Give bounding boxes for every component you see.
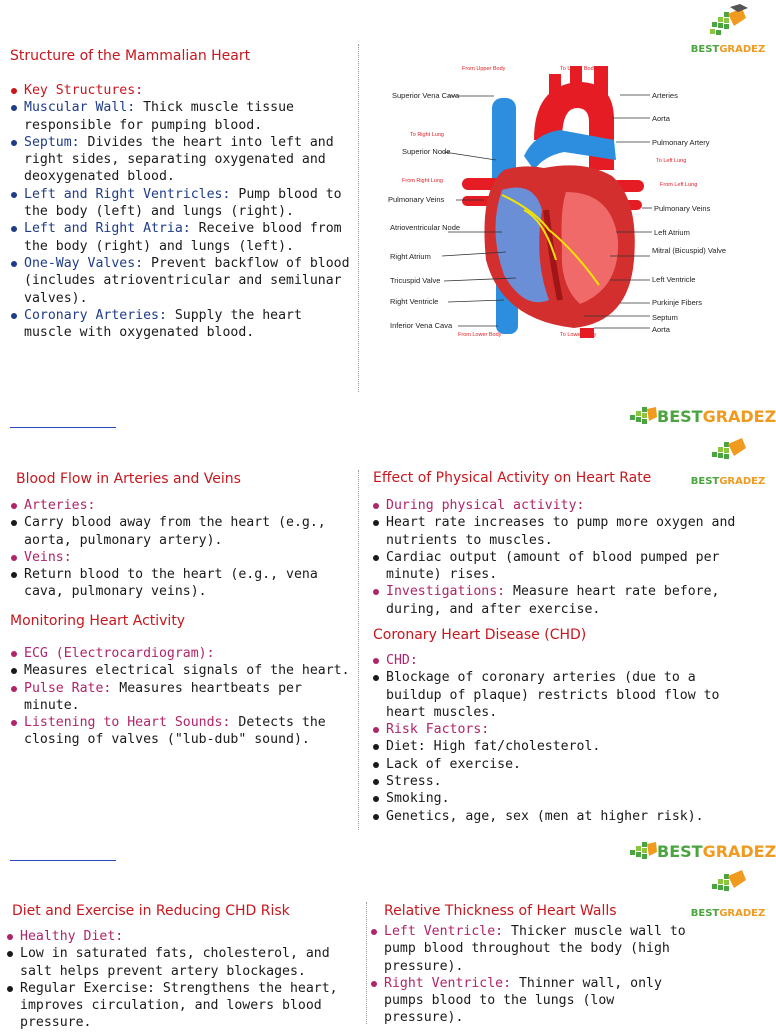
section-body (6, 928, 358, 1032)
section-body (370, 923, 700, 1027)
svg-text:To Upper Body: To Upper Body (560, 66, 597, 72)
brand-name: BESTGRADEZ (657, 407, 776, 426)
brand-logo-icon (628, 405, 658, 429)
column-divider (358, 44, 359, 392)
column-divider (366, 902, 367, 1024)
brand-logo-icon (690, 436, 766, 472)
section-separator (10, 860, 116, 861)
svg-text:To Left Lung: To Left Lung (656, 158, 687, 164)
section-separator (10, 427, 116, 428)
section-body (10, 645, 356, 749)
list-item: Investigations: Measure heart rate before, during, and after exercise. (372, 583, 742, 618)
list-item: Risk Factors: (372, 721, 742, 738)
list-item: Smoking. (372, 790, 742, 807)
list-item: One-Way Valves: Prevent backflow of blood (includes atrioventricular and semilunar valves). (10, 255, 356, 307)
list-item: During physical activity: (372, 497, 742, 514)
brand-logo-icon (690, 870, 766, 904)
svg-text:Aorta: Aorta (652, 114, 670, 123)
section-body (10, 497, 356, 601)
list-item: Septum: Divides the heart into left and right sides, separating oxygenated and deoxygenated blood. (10, 134, 356, 186)
svg-text:Pulmonary Veins: Pulmonary Veins (388, 195, 445, 204)
list-item: Coronary Arteries: Supply the heart muscle with oxygenated blood. (10, 307, 356, 342)
list-item: Carry blood away from the heart (e.g., aorta, pulmonary artery). (10, 514, 356, 549)
brand-name: BESTGRADEZ (690, 908, 766, 919)
svg-text:To Lower Body: To Lower Body (560, 332, 597, 338)
list-item: Lack of exercise. (372, 756, 742, 773)
list-item: Regular Exercise: Strengthens the heart, improves circulation, and lowers blood pressure. (6, 980, 358, 1032)
list-key: Key Structures: (24, 83, 144, 98)
section-title: Effect of Physical Activity on Heart Rate (373, 470, 652, 486)
svg-text:Right Ventricle: Right Ventricle (390, 297, 439, 306)
section-title: Structure of the Mammalian Heart (10, 48, 251, 64)
list-item: ECG (Electrocardiogram): (10, 645, 356, 662)
svg-text:Aorta: Aorta (652, 325, 670, 334)
list-item: Muscular Wall: Thick muscle tissue responsible for pumping blood. (10, 99, 356, 134)
brand-logo-icon (690, 4, 766, 42)
section-body (372, 497, 742, 618)
svg-text:Right Atrium: Right Atrium (390, 252, 431, 261)
section-body (372, 652, 742, 825)
list-item: Measures electrical signals of the heart. (10, 662, 356, 679)
svg-text:From Right Lung: From Right Lung (402, 178, 443, 184)
brand-logo-mid-1 (628, 405, 776, 429)
svg-text:Inferior Vena Cava: Inferior Vena Cava (390, 321, 453, 330)
svg-text:Mitral (Bicuspid) Valve: Mitral (Bicuspid) Valve (652, 246, 727, 255)
section-title: Coronary Heart Disease (CHD) (373, 627, 587, 643)
svg-text:Atrioventricular Node: Atrioventricular Node (390, 223, 461, 232)
brand-name: BESTGRADEZ (690, 44, 766, 55)
heart-diagram (384, 60, 760, 346)
column-divider (358, 470, 359, 830)
brand-logo-mid-2 (690, 436, 766, 490)
list-item: Left and Right Atria: Receive blood from the body (right) and lungs (left). (10, 220, 356, 255)
list-item: CHD: (372, 652, 742, 669)
section-title: Relative Thickness of Heart Walls (384, 903, 617, 919)
svg-text:From Left Lung: From Left Lung (660, 182, 698, 188)
list-item: Heart rate increases to pump more oxygen and nutrients to muscles. (372, 514, 742, 549)
list-item: Left Ventricle: Thicker muscle wall to pump blood throughout the body (high pressure). (370, 923, 700, 975)
list-item: Cardiac output (amount of blood pumped per minute) rises. (372, 549, 742, 584)
brand-name: BESTGRADEZ (690, 476, 766, 487)
svg-text:To Right Lung: To Right Lung (410, 132, 444, 138)
svg-text:Pulmonary Artery: Pulmonary Artery (652, 138, 710, 147)
list-item: Return blood to the heart (e.g., vena cava, pulmonary veins). (10, 566, 356, 601)
list-item: Arteries: (10, 497, 356, 514)
brand-logo-icon (628, 840, 658, 864)
section-title: Monitoring Heart Activity (10, 613, 186, 629)
svg-text:Purkinje Fibers: Purkinje Fibers (652, 298, 703, 307)
list-item: Veins: (10, 549, 356, 566)
list-item: Genetics, age, sex (men at higher risk). (372, 808, 742, 825)
brand-name: BESTGRADEZ (657, 842, 776, 861)
list-item: Left and Right Ventricles: Pump blood to the body (left) and lungs (right). (10, 186, 356, 221)
list-item: Blockage of coronary arteries (due to a buildup of plaque) restricts blood flow to heart muscles. (372, 669, 742, 721)
brand-logo-bottom (690, 870, 766, 924)
svg-text:Tricuspid Valve: Tricuspid Valve (390, 276, 441, 285)
section-title: Blood Flow in Arteries and Veins (16, 471, 241, 487)
svg-text:Left Ventricle: Left Ventricle (652, 275, 696, 284)
list-item: Right Ventricle: Thinner wall, only pumps blood to the lungs (low pressure). (370, 975, 700, 1027)
svg-text:Superior Vena Cava: Superior Vena Cava (392, 91, 460, 100)
svg-text:From Lower Body: From Lower Body (458, 332, 502, 338)
brand-logo-mid-3 (628, 840, 776, 864)
svg-text:From Upper Body: From Upper Body (462, 66, 506, 72)
list-item: Diet: High fat/cholesterol. (372, 738, 742, 755)
svg-text:Left Atrium: Left Atrium (654, 228, 690, 237)
list-item: Pulse Rate: Measures heartbeats per minute. (10, 680, 356, 715)
svg-text:Pulmonary Veins: Pulmonary Veins (654, 204, 711, 213)
list-item: Low in saturated fats, cholesterol, and salt helps prevent artery blockages. (6, 945, 358, 980)
svg-text:Arteries: Arteries (652, 91, 678, 100)
svg-text:Superior Node: Superior Node (402, 147, 451, 156)
list-item: Stress. (372, 773, 742, 790)
section-body (10, 82, 356, 341)
list-item: Listening to Heart Sounds: Detects the closing of valves ("lub-dub" sound). (10, 714, 356, 749)
svg-text:Septum: Septum (652, 313, 678, 322)
section-title: Diet and Exercise in Reducing CHD Risk (12, 903, 290, 919)
brand-logo-top (690, 4, 766, 58)
list-item: Healthy Diet: (6, 928, 358, 945)
